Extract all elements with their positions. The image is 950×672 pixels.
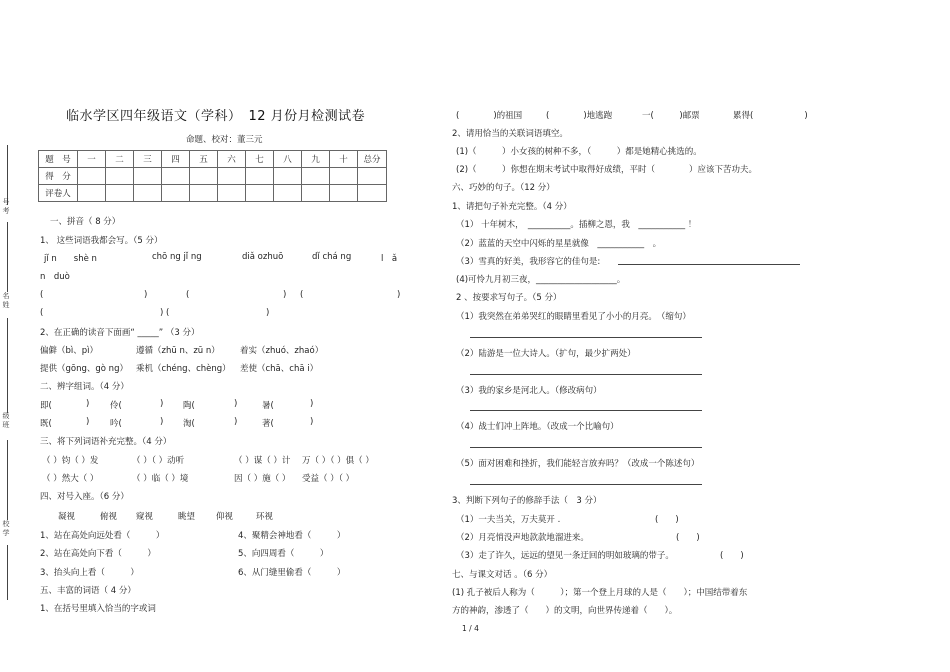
answer-line[interactable]	[470, 484, 702, 485]
score-input-cell[interactable]	[330, 168, 358, 185]
table-cell: 九	[302, 151, 330, 168]
table-cell: 得 分	[39, 168, 78, 185]
blank-phrase: 累得( )	[733, 111, 808, 121]
bracket: )	[234, 399, 238, 409]
question-text: (1)（ ）小女孩的树种不多，（ ）都是她精心挑选的。	[456, 147, 702, 157]
section-heading: 四、对号入座。（6 分）	[40, 492, 129, 502]
binding-line	[7, 318, 8, 413]
table-cell: 三	[134, 151, 162, 168]
question-text: (2)（ ）你想在期末考试中取得好成绩，平时（ ）应该下苦功夫。	[456, 165, 758, 175]
question-text: 1、在括号里填入恰当的字或词	[40, 604, 156, 614]
score-input-cell[interactable]	[246, 185, 274, 202]
question-text: （2）月亮悄没声地款款地溜进来。	[456, 533, 589, 543]
page-title: 临水学区四年级语文（学科） 12 月份月检测试卷	[66, 109, 366, 124]
pronunciation-choice: 遵循（zhū n、zū n）	[136, 346, 220, 356]
section-heading: 三、将下列词语补充完整。（4 分）	[40, 437, 172, 447]
vocab-word: 仰视	[216, 512, 234, 522]
question-text: (1) 孔子被后人称为（ ）；第一个登上月球的人是（ ）；中国结带着东	[452, 588, 748, 598]
blank-phrase: ( )的祖国	[456, 111, 523, 121]
bracket: )	[160, 417, 164, 427]
bracket: )	[310, 399, 314, 409]
answer-line[interactable]	[470, 410, 702, 411]
score-input-cell[interactable]	[78, 168, 106, 185]
table-row	[39, 168, 387, 185]
answer-line[interactable]	[618, 264, 800, 265]
answer-line[interactable]	[470, 447, 702, 448]
score-input-cell[interactable]	[190, 185, 218, 202]
idiom-blank: （ ）临（ ）境	[132, 474, 189, 484]
question-text: 方的神韵，渗透了（ ）的文明，向世界传递着（ ）。	[452, 606, 678, 616]
idiom-blank: （ ）钧（ ）发	[42, 456, 99, 466]
score-input-cell[interactable]	[106, 168, 134, 185]
bracket: ) (	[160, 308, 170, 318]
answer-line[interactable]	[470, 337, 702, 338]
idiom-blank: 万（ ）（ ）俱（ ）	[302, 456, 374, 466]
side-label-exam-number: 号考	[2, 198, 10, 215]
matching-item: 4、聚精会神地看（ ）	[238, 531, 346, 541]
table-cell: 四	[162, 151, 190, 168]
answer-bracket[interactable]: ( )	[676, 533, 700, 543]
table-row	[39, 185, 387, 202]
score-input-cell[interactable]	[302, 185, 330, 202]
bracket: )	[266, 308, 270, 318]
binding-line	[7, 440, 8, 520]
binding-line	[7, 145, 8, 205]
question-text: （3）走了许久，远远的望见一条迂回的明如玻璃的带子。	[456, 551, 674, 561]
bracket: )	[86, 417, 90, 427]
bracket: (	[40, 308, 44, 318]
bracket: (	[300, 290, 304, 300]
matching-item: 2、站在高处向下看（ ）	[40, 549, 156, 559]
vocab-word: 窥视	[136, 512, 154, 522]
bracket: )	[144, 290, 148, 300]
side-label-class: 级班	[2, 412, 10, 429]
bracket: )	[397, 290, 401, 300]
page-number: 1 / 4	[462, 624, 479, 633]
question-text: 2、在正确的读音下面画“ _____” （3 分）	[40, 328, 200, 338]
idiom-blank: （ ）谋（ ）计	[234, 456, 291, 466]
question-text: 1、 这些词语我都会写。（5 分）	[40, 236, 163, 246]
question-text: （3）我的家乡是河北人。（修改病句）	[456, 386, 602, 396]
matching-item: 3、抬头向上看（ ）	[40, 568, 139, 578]
table-cell: 二	[106, 151, 134, 168]
char-group: 暑(	[262, 401, 274, 411]
question-text: （1）一夫当关，万夫莫开 .	[456, 515, 561, 525]
side-label-name: 名姓	[2, 292, 10, 309]
score-input-cell[interactable]	[330, 185, 358, 202]
question-text: （2）陆游是一位大诗人。（扩句，最少扩两处）	[456, 349, 636, 359]
score-input-cell[interactable]	[246, 168, 274, 185]
side-label-school: 校学	[2, 520, 10, 537]
table-cell: 一	[78, 151, 106, 168]
score-input-cell[interactable]	[190, 168, 218, 185]
page-subtitle: 命题、校对：董三元	[186, 135, 263, 145]
idiom-blank: 因（ ）施（ ）	[234, 474, 291, 484]
answer-bracket[interactable]: ( )	[655, 515, 679, 525]
question-text: (4)可怜九月初三夜，___________________。	[456, 275, 626, 285]
char-group: 既(	[40, 419, 52, 429]
section-heading: 七、与课文对话 。（6 分）	[452, 570, 553, 580]
pronunciation-choice: 差使（chā、chā i）	[240, 364, 319, 374]
binding-line	[7, 222, 8, 292]
binding-line	[7, 545, 8, 600]
score-input-cell[interactable]	[218, 168, 246, 185]
pronunciation-choice: 乘机（chéng、chèng）	[136, 364, 231, 374]
score-input-cell[interactable]	[134, 168, 162, 185]
pinyin-text: diǎ ozhuō	[242, 252, 284, 262]
blank-phrase: ( )地逃跑	[546, 111, 613, 121]
pinyin-text: jǐ n shè n	[44, 254, 97, 264]
char-group: 著(	[262, 419, 274, 429]
table-cell: 六	[218, 151, 246, 168]
table-row	[39, 151, 387, 168]
score-input-cell[interactable]	[162, 185, 190, 202]
table-cell: 八	[274, 151, 302, 168]
table-cell: 七	[246, 151, 274, 168]
score-input-cell[interactable]	[302, 168, 330, 185]
bracket: )	[160, 399, 164, 409]
vocab-word: 眺望	[178, 512, 196, 522]
table-cell: 五	[190, 151, 218, 168]
char-group: 陶(	[183, 401, 195, 411]
score-input-cell[interactable]	[106, 185, 134, 202]
question-text: 1、请把句子补充完整。（4 分）	[452, 202, 572, 212]
bracket: (	[40, 290, 44, 300]
table-cell: 评卷人	[39, 185, 78, 202]
score-input-cell[interactable]	[78, 185, 106, 202]
answer-line[interactable]	[470, 374, 702, 375]
question-text: 3、判断下列句子的修辞手法（ 3 分）	[452, 496, 602, 506]
bracket: )	[234, 417, 238, 427]
question-text: （2）蓝蓝的天空中闪烁的星星就像 ___________ 。	[456, 239, 662, 249]
blank-phrase: 一( )邮票	[642, 111, 700, 121]
char-group: 伶(	[110, 401, 122, 411]
score-input-cell[interactable]	[134, 185, 162, 202]
matching-item: 5、向四周看（ ）	[238, 549, 329, 559]
pronunciation-choice: 偏僻（bì、pì）	[40, 346, 99, 356]
section-heading: 五、丰富的词语（ 4 分）	[40, 586, 136, 596]
answer-bracket[interactable]: ( )	[720, 551, 744, 561]
char-group: 吟(	[110, 419, 122, 429]
section-heading: 二、辨字组词。（4 分）	[40, 382, 129, 392]
question-text: （5）面对困难和挫折，我们能轻言放弃吗？（改成一个陈述句）	[456, 459, 700, 469]
pronunciation-choice: 提供（gōng、gò ng）	[40, 364, 128, 374]
section-heading: 一、拼音（ 8 分）	[50, 217, 121, 227]
table-cell: 总分	[358, 151, 387, 168]
pinyin-text: n duò	[40, 272, 70, 282]
pronunciation-choice: 着实（zhuó、zhaó）	[240, 346, 324, 356]
bracket: )	[283, 290, 287, 300]
idiom-blank: （ ）（ ）动听	[132, 456, 185, 466]
pinyin-text: chō ng jǐ ng	[152, 252, 202, 262]
pinyin-text: l ǎ	[381, 254, 398, 264]
matching-item: 1、站在高处向远处看（ ）	[40, 531, 165, 541]
score-input-cell[interactable]	[358, 168, 387, 185]
score-input-cell[interactable]	[162, 168, 190, 185]
score-input-cell[interactable]	[274, 185, 302, 202]
score-input-cell[interactable]	[358, 185, 387, 202]
bracket: (	[186, 290, 190, 300]
vocab-word: 凝视	[58, 512, 76, 522]
vocab-word: 环视	[256, 512, 274, 522]
question-text: （4）战士们冲上阵地。（改成一个比喻句）	[456, 422, 619, 432]
score-table	[38, 150, 387, 202]
question-text: （3）雪真的好美，我形容它的佳句是:	[456, 257, 601, 267]
question-text: 2 、按要求写句子。（5 分）	[456, 293, 562, 303]
score-input-cell[interactable]	[274, 168, 302, 185]
char-group: 即(	[40, 401, 52, 411]
idiom-blank: 受益（ ）（ ）	[302, 474, 355, 484]
section-heading: 六、巧妙的句子。（12 分）	[452, 183, 555, 193]
table-cell: 十	[330, 151, 358, 168]
idiom-blank: （ ）然大（ ）	[42, 474, 99, 484]
question-text: （1）我突然在弟弟哭红的眼睛里看见了小小的月亮。 （缩句）	[456, 312, 691, 322]
pinyin-text: dǐ chá ng	[312, 252, 352, 262]
vocab-word: 俯视	[100, 512, 118, 522]
score-input-cell[interactable]	[218, 185, 246, 202]
bracket: )	[86, 399, 90, 409]
char-group: 淘(	[183, 419, 195, 429]
matching-item: 6、从门缝里偷看（ ）	[238, 568, 346, 578]
table-cell: 题 号	[39, 151, 78, 168]
bracket: )	[310, 417, 314, 427]
question-text: 2、请用恰当的关联词语填空。	[452, 129, 568, 139]
question-text: （1） 十年树木， __________。插柳之恩，我 ___________ ！	[456, 220, 697, 230]
